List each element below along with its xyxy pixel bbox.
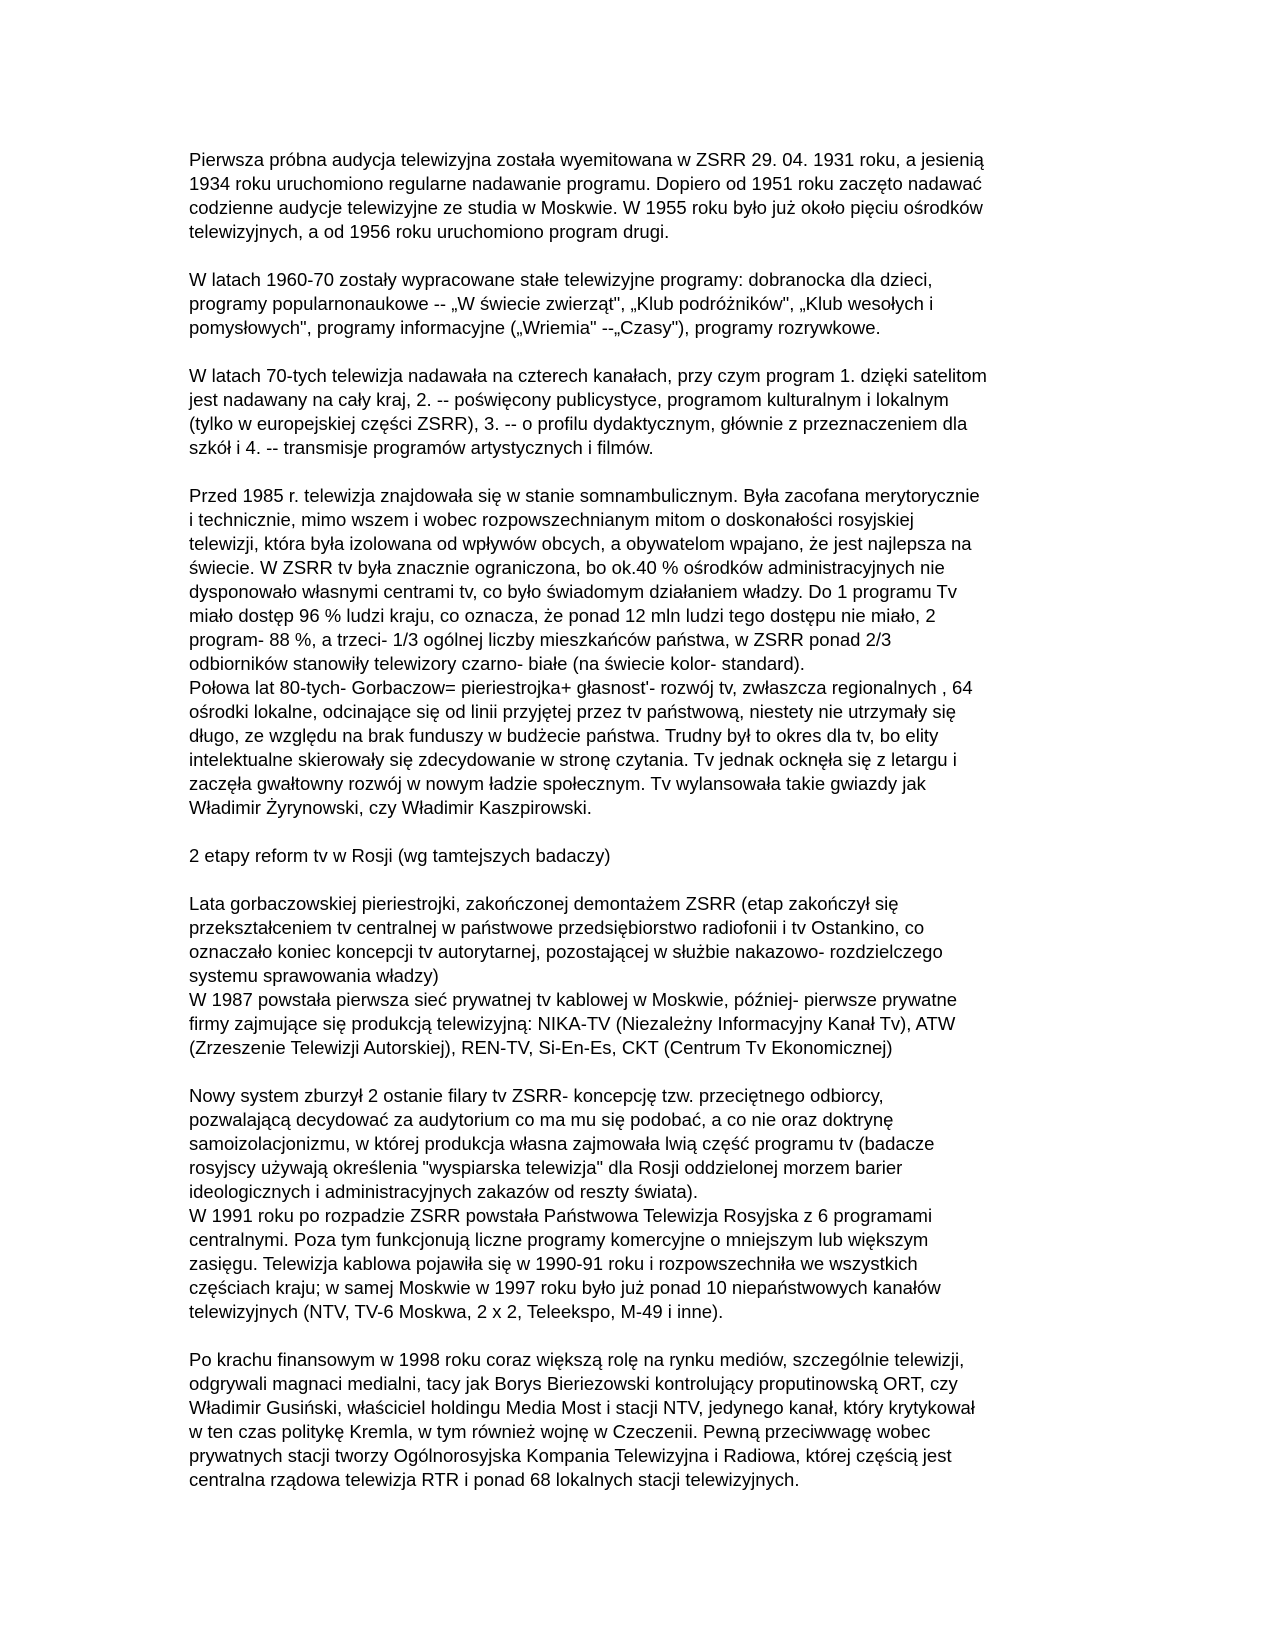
text-line: jest nadawany na cały kraj, 2. -- poświęcony publicystyce, programom kulturalnym i lokalnym	[189, 389, 949, 410]
text-line: W latach 70-tych telewizja nadawała na czterech kanałach, przy czym program 1. dzięki satelitom	[189, 365, 987, 386]
text-line: firmy zajmujące się produkcją telewizyjną: NIKA-TV (Niezależny Informacyjny Kanał Tv), ATW	[189, 1013, 956, 1034]
paragraph-gap	[189, 1060, 1089, 1084]
text-line: i technicznie, mimo wszem i wobec rozpowszechnianym mitom o doskonałości rosyjskiej	[189, 509, 914, 530]
text-line: rosyjscy używają określenia "wyspiarska telewizja" dla Rosji oddzielonej morzem barier	[189, 1157, 903, 1178]
paragraph-7	[189, 1084, 1089, 1324]
text-line: systemu sprawowania władzy)	[189, 965, 439, 986]
text-line: oznaczało koniec koncepcji tv autorytarnej, pozostającej w służbie nakazowo- rozdzielczego	[189, 941, 943, 962]
paragraph-3	[189, 364, 1089, 460]
document-page	[189, 148, 1089, 1492]
text-line: 1934 roku uruchomiono regularne nadawanie programu. Dopiero od 1951 roku zaczęto nadawać	[189, 173, 982, 194]
text-line: odbiorników stanowiły telewizory czarno- białe (na świecie kolor- standard).	[189, 653, 805, 674]
paragraph-5	[189, 844, 1089, 868]
text-line: Lata gorbaczowskiej pieriestrojki, zakończonej demontażem ZSRR (etap zakończył się	[189, 893, 899, 914]
text-line: zaczęła gwałtowny rozwój w nowym ładzie społecznym. Tv wylansowała takie gwiazdy jak	[189, 773, 926, 794]
text-line: w ten czas politykę Kremla, w tym również wojnę w Czeczenii. Pewną przeciwwagę wobec	[189, 1421, 931, 1442]
text-line: W 1991 roku po rozpadzie ZSRR powstała Państwowa Telewizja Rosyjska z 6 programami	[189, 1205, 933, 1226]
text-line: przekształceniem tv centralnej w państwowe przedsiębiorstwo radiofonii i tv Ostankino, co	[189, 917, 925, 938]
paragraph-gap	[189, 340, 1089, 364]
text-line: Połowa lat 80-tych- Gorbaczow= pieriestrojka+ głasnost'- rozwój tv, zwłaszcza regionalnych , 64	[189, 677, 973, 698]
text-line: ideologicznych i administracyjnych zakazów od reszty świata).	[189, 1181, 698, 1202]
text-line: (tylko w europejskiej części ZSRR), 3. -- o profilu dydaktycznym, głównie z przeznaczeniem dla	[189, 413, 968, 434]
text-line: Władimir Gusiński, właściciel holdingu Media Most i stacji NTV, jedynego kanał, który krytykował	[189, 1397, 975, 1418]
paragraph-1	[189, 148, 1089, 244]
text-line: W latach 1960-70 zostały wypracowane stałe telewizyjne programy: dobranocka dla dzieci,	[189, 269, 933, 290]
text-line: Po krachu finansowym w 1998 roku coraz większą rolę na rynku mediów, szczególnie telewizji,	[189, 1349, 965, 1370]
text-line: samoizolacjonizmu, w której produkcja własna zajmowała lwią część programu tv (badacze	[189, 1133, 935, 1154]
text-line: telewizyjnych, a od 1956 roku uruchomiono program drugi.	[189, 221, 670, 242]
text-line: prywatnych stacji tworzy Ogólnorosyjska Kompania Telewizyjna i Radiowa, której częścią jest	[189, 1445, 952, 1466]
text-line: intelektualne skierowały się zdecydowanie w stronę czytania. Tv jednak ocknęła się z letargu i	[189, 749, 957, 770]
text-line: centralna rządowa telewizja RTR i ponad 68 lokalnych stacji telewizyjnych.	[189, 1469, 800, 1490]
text-line: świecie. W ZSRR tv była znacznie ograniczona, bo ok.40 % ośrodków administracyjnych nie	[189, 557, 945, 578]
text-line: odgrywali magnaci medialni, tacy jak Borys Bieriezowski kontrolujący proputinowską ORT, czy	[189, 1373, 958, 1394]
paragraph-gap	[189, 1324, 1089, 1348]
paragraph-gap	[189, 244, 1089, 268]
text-line: telewizyjnych (NTV, TV-6 Moskwa, 2 x 2, Teleekspo, M-49 i inne).	[189, 1301, 724, 1322]
text-line: programy popularnonaukowe -- „W świecie zwierząt", „Klub podróżników", „Klub wesołych i	[189, 293, 934, 314]
text-line: zasięgu. Telewizja kablowa pojawiła się w 1990-91 roku i rozpowszechniła we wszystkich	[189, 1253, 918, 1274]
paragraph-2	[189, 268, 1089, 340]
text-line: Nowy system zburzył 2 ostanie filary tv ZSRR- koncepcję tzw. przeciętnego odbiorcy,	[189, 1085, 884, 1106]
text-line: pozwalającą decydować za audytorium co ma mu się podobać, a co nie oraz doktrynę	[189, 1109, 894, 1130]
paragraph-gap	[189, 820, 1089, 844]
text-line: (Zrzeszenie Telewizji Autorskiej), REN-TV, Si-En-Es, CKT (Centrum Tv Ekonomicznej)	[189, 1037, 893, 1058]
text-line: pomysłowych", programy informacyjne („Wriemia" --„Czasy"), programy rozrywkowe.	[189, 317, 881, 338]
paragraph-4	[189, 484, 1089, 820]
text-line: ośrodki lokalne, odcinające się od linii przyjętej przez tv państwową, niestety nie utrzymały się	[189, 701, 957, 722]
text-line: miało dostęp 96 % ludzi kraju, co oznacza, że ponad 12 mln ludzi tego dostępu nie miało, 2	[189, 605, 936, 626]
text-line: częściach kraju; w samej Moskwie w 1997 roku było już ponad 10 niepaństwowych kanałów	[189, 1277, 941, 1298]
text-line: 2 etapy reform tv w Rosji (wg tamtejszych badaczy)	[189, 845, 611, 866]
text-line: dysponowało własnymi centrami tv, co było świadomym działaniem władzy. Do 1 programu Tv	[189, 581, 958, 602]
text-line: centralnymi. Poza tym funkcjonują liczne programy komercyjne o mniejszym lub większym	[189, 1229, 929, 1250]
text-line: Przed 1985 r. telewizja znajdowała się w stanie somnambulicznym. Była zacofana merytorycznie	[189, 485, 980, 506]
paragraph-gap	[189, 460, 1089, 484]
text-line: szkół i 4. -- transmisje programów artystycznych i filmów.	[189, 437, 654, 458]
text-line: Władimir Żyrynowski, czy Władimir Kaszpirowski.	[189, 797, 592, 818]
text-line: W 1987 powstała pierwsza sieć prywatnej tv kablowej w Moskwie, później- pierwsze prywatne	[189, 989, 958, 1010]
text-line: telewizji, która była izolowana od wpływów obcych, a obywatelom wpajano, że jest najlepsza na	[189, 533, 972, 554]
paragraph-8	[189, 1348, 1089, 1492]
paragraph-gap	[189, 868, 1089, 892]
text-line: codzienne audycje telewizyjne ze studia w Moskwie. W 1955 roku było już około pięciu ośrodków	[189, 197, 983, 218]
text-line: długo, ze względu na brak funduszy w budżecie państwa. Trudny był to okres dla tv, bo elity	[189, 725, 939, 746]
text-line: program- 88 %, a trzeci- 1/3 ogólnej liczby mieszkańców państwa, w ZSRR ponad 2/3	[189, 629, 892, 650]
text-line: Pierwsza próbna audycja telewizyjna została wyemitowana w ZSRR 29. 04. 1931 roku, a jesienią	[189, 149, 984, 170]
paragraph-6	[189, 892, 1089, 1060]
